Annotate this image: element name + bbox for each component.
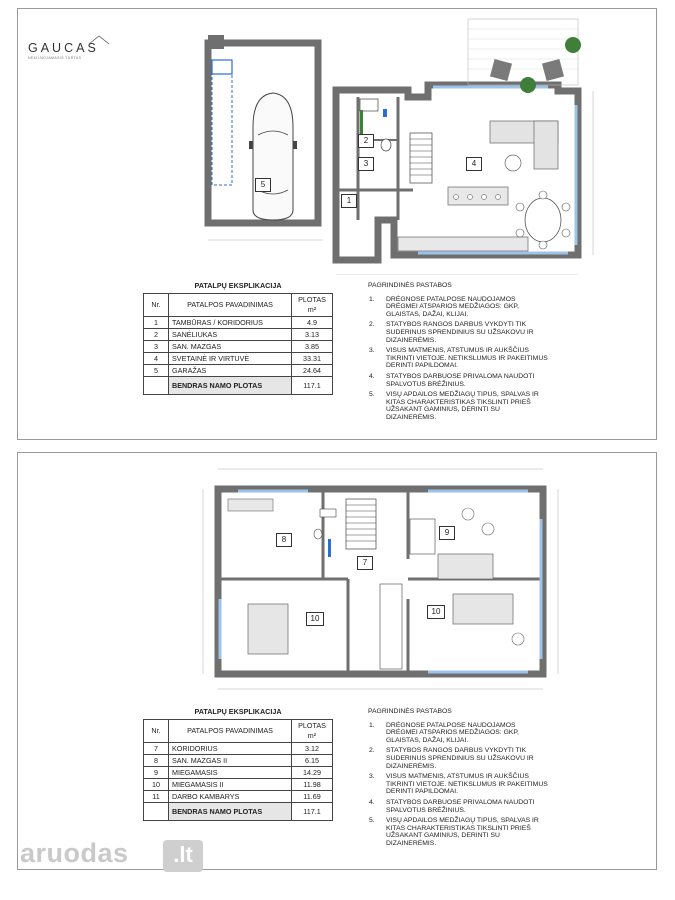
table-title: PATALPŲ EKSPLIKACIJA <box>144 705 333 720</box>
notes-title: PAGRINDINĖS PASTABOS <box>368 708 452 715</box>
table-row: 2 SANĖLIUKAS 3.13 <box>144 329 333 341</box>
note-item: 4. STATYBOS DARBUOSE PRIVALOMA NAUDOTI SPALVOTUS BRĖŽINIUS. <box>369 798 535 814</box>
table-row: 4 SVETAINĖ IR VIRTUVĖ 33.31 <box>144 353 333 365</box>
stairs <box>410 133 432 183</box>
aruodas-watermark <box>20 838 220 878</box>
room-label-10b: 10 <box>427 605 445 619</box>
ground-floor-sheet <box>17 8 657 440</box>
room-label-10: 10 <box>306 612 324 626</box>
table-row: 8 SAN. MAZGAS II 6.15 <box>144 755 333 767</box>
sofa <box>490 121 558 171</box>
brand-name: GAUCAS <box>28 41 99 55</box>
watermark-badge: .lt <box>163 840 203 872</box>
table-total-row: BENDRAS NAMO PLOTAS 117.1 <box>144 377 333 395</box>
note-item: 4. STATYBOS DARBUOSE PRIVALOMA NAUDOTI SPALVOTUS BRĖŽINIUS. <box>369 372 535 388</box>
brand-tagline: NEKILNOJAMASIS TURTAS <box>28 56 82 60</box>
note-item: 1. DRĖGNOSE PATALPOSE NAUDOJAMOS DRĖGMEI ATSPARIOS MEDŽIAGOS: GKP, GLAISTAS, DAŽAI, KLIJAI. <box>369 721 519 744</box>
table-row: 9 MIEGAMASIS 14.29 <box>144 767 333 779</box>
note-item: 3. VISUS MATMENIS, ATSTUMUS IR AUKŠČIUS TIKRINTI VIETOJE. NETIKSLUMUS IR PAKEITIMUS DERINTI PAPILDOMAI. <box>369 773 548 796</box>
table-row: 1 TAMBŪRAS / KORIDORIUS 4.9 <box>144 317 333 329</box>
note-item: 2. STATYBOS RANGOS DARBUS VYKDYTI TIK SUDERINUS SPRENDINIUS SU UŽSAKOVU IR DIZAINERĖMIS. <box>369 747 534 770</box>
room-label-3: 3 <box>358 157 374 171</box>
room-label-9: 9 <box>439 526 455 540</box>
table-total-row: BENDRAS NAMO PLOTAS 117.1 <box>144 803 333 821</box>
col-area: PLOTAS m² <box>292 720 333 743</box>
room-label-7: 7 <box>357 556 373 570</box>
upper-floor-plan <box>198 459 618 699</box>
ground-floor-plan <box>198 15 618 275</box>
table-row: 3 SAN. MAZGAS 3.85 <box>144 341 333 353</box>
note-item: 2. STATYBOS RANGOS DARBUS VYKDYTI TIK SUDERINUS SPRENDINIUS SU UŽSAKOVU IR DIZAINERĖMIS. <box>369 321 534 344</box>
table-row: 7 KORIDORIUS 3.12 <box>144 743 333 755</box>
table-row: 11 DARBO KAMBARYS 11.69 <box>144 791 333 803</box>
col-nr: Nr. <box>144 294 169 317</box>
brand-logo <box>28 41 118 60</box>
note-item: 5. VISŲ APDAILOS MEDŽIAGŲ TIPUS, SPALVAS IR KITAS CHARAKTERISTIKAS TIKSLINTI PRIEŠ UŽSAKANT GAMINIUS, DERINTI SU DIZAINERĖMIS. <box>369 817 539 847</box>
room-schedule-table-2 <box>143 705 333 821</box>
stairs <box>346 499 376 549</box>
room-label-5: 5 <box>255 178 271 192</box>
note-item: 3. VISUS MATMENIS, ATSTUMUS IR AUKŠČIUS TIKRINTI VIETOJE. NETIKSLUMUS IR PAKEITIMUS DERINTI PAPILDOMAI. <box>369 347 548 370</box>
bed <box>248 554 513 654</box>
terrace <box>468 19 578 85</box>
note-item: 5. VISŲ APDAILOS MEDŽIAGŲ TIPUS, SPALVAS IR KITAS CHARAKTERISTIKAS TIKSLINTI PRIEŠ UŽSAKANT GAMINIUS, DERINTI SU DIZAINERĖMIS. <box>369 391 539 421</box>
kitchen <box>398 187 528 251</box>
car-icon <box>249 93 297 220</box>
table-row: 5 GARAŽAS 24.64 <box>144 365 333 377</box>
table-row: 10 MIEGAMASIS II 11.98 <box>144 779 333 791</box>
upper-floor-sheet <box>17 452 657 870</box>
notes-title: PAGRINDINĖS PASTABOS <box>368 282 452 289</box>
main-notes-2 <box>368 708 548 851</box>
col-name: PATALPOS PAVADINIMAS <box>169 720 292 743</box>
watermark-text: aruodas <box>20 838 129 868</box>
roof-icon <box>88 35 110 45</box>
note-item: 1. DRĖGNOSE PATALPOSE NAUDOJAMOS DRĖGMEI ATSPARIOS MEDŽIAGOS: GKP, GLAISTAS, DAŽAI, KLIJAI. <box>369 295 519 318</box>
col-nr: Nr. <box>144 720 169 743</box>
col-area: PLOTAS m² <box>292 294 333 317</box>
room-label-8: 8 <box>276 533 292 547</box>
room-label-1: 1 <box>341 194 357 208</box>
main-notes <box>368 282 548 425</box>
room-label-2: 2 <box>358 134 374 148</box>
table-title: PATALPŲ EKSPLIKACIJA <box>144 279 333 294</box>
room-schedule-table <box>143 279 333 395</box>
room-label-4: 4 <box>466 157 482 171</box>
col-name: PATALPOS PAVADINIMAS <box>169 294 292 317</box>
